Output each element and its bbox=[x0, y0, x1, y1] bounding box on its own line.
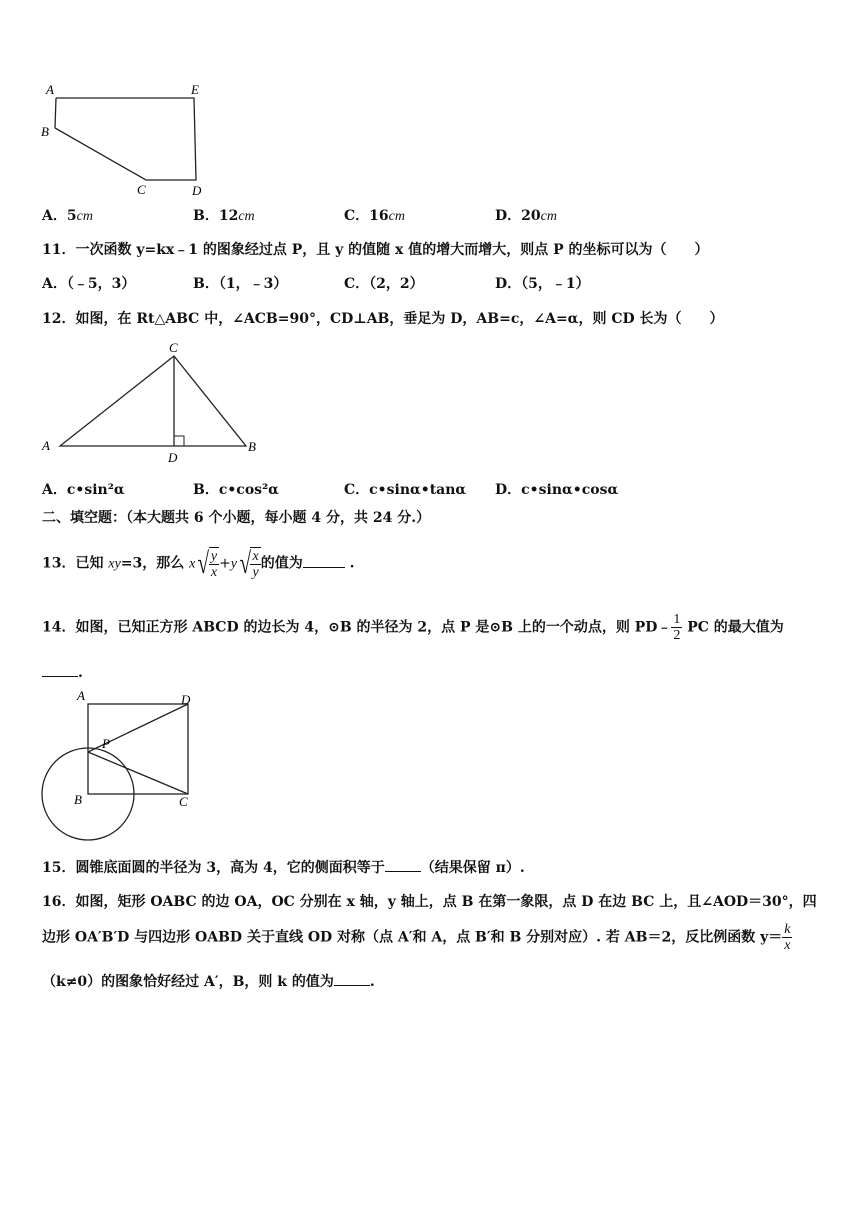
q12-option-a[interactable]: A．c•sin²α bbox=[42, 482, 125, 498]
sqrt-x-over-y: √ $\frac{x}{y}$ bbox=[239, 546, 259, 580]
label-D: D bbox=[181, 692, 191, 707]
q11-option-b[interactable]: B．（1，﹣3） bbox=[193, 276, 288, 292]
q12-stem: 12．如图，在 Rt△ABC 中，∠ACB=90°，CD⊥AB，垂足为 D，AB=c，∠A=α，则 CD 长为（ ） bbox=[42, 311, 724, 327]
sqrt-y-over-x: √ $\frac{y}{x}$ bbox=[197, 546, 218, 580]
q16-line2: 边形 OA′B′D 与四边形 OABD 关于直线 OD 对称（点 A′和 A，点 B′和 B 分别对应）. 若 AB＝2，反比例函数 y＝ $\frac{k}{x}$ bbox=[42, 922, 791, 953]
figure-pentagon bbox=[36, 80, 216, 202]
section-heading: 二、填空题：（本大题共 6 个小题，每小题 4 分，共 24 分.） bbox=[42, 510, 431, 526]
label-A: A bbox=[46, 82, 54, 97]
label-B: B bbox=[74, 792, 82, 807]
q12-option-c[interactable]: C．c•sinα•tanα bbox=[344, 482, 467, 498]
q14-answer: . bbox=[42, 664, 83, 681]
q10-option-c[interactable]: C．16cm bbox=[344, 208, 405, 224]
label-A: A bbox=[42, 438, 50, 453]
label-E: E bbox=[191, 82, 199, 97]
label-B: B bbox=[248, 439, 256, 454]
q13-answer-blank[interactable] bbox=[303, 555, 345, 568]
q10-option-b[interactable]: B．12cm bbox=[193, 208, 255, 224]
label-A: A bbox=[77, 688, 85, 703]
q16-line1: 16．如图，矩形 OABC 的边 OA，OC 分别在 x 轴，y 轴上，点 B 在第一象限，点 D 在边 BC 上，且∠AOD＝30°，四 bbox=[42, 894, 817, 910]
q11-option-a[interactable]: A．（﹣5，3） bbox=[42, 276, 136, 292]
figure-square-circle bbox=[36, 686, 206, 846]
label-D: D bbox=[168, 450, 178, 465]
q10-option-d[interactable]: D．20cm bbox=[495, 208, 557, 224]
q10-option-a[interactable]: A．5cm bbox=[42, 208, 93, 224]
q14-answer-blank[interactable] bbox=[42, 664, 78, 677]
q13-stem: 13．已知 xy=3，那么 x√ $\frac{y}{x}$ +y√ $\frac{x}{y}$ 的值为 . bbox=[42, 546, 355, 580]
q12-option-d[interactable]: D．c•sinα•cosα bbox=[495, 482, 619, 498]
label-C: C bbox=[179, 794, 188, 809]
q12-option-b[interactable]: B．c•cos²α bbox=[193, 482, 279, 498]
q11-option-d[interactable]: D．（5，﹣1） bbox=[495, 276, 590, 292]
q15-answer-blank[interactable] bbox=[385, 859, 421, 872]
label-B: B bbox=[41, 124, 49, 139]
q14-stem: 14．如图，已知正方形 ABCD 的边长为 4，⊙B 的半径为 2，点 P 是⊙B 上的一个动点，则 PD﹣ $\frac{1}{2}$ PC 的最大值为 bbox=[42, 612, 784, 643]
label-C: C bbox=[169, 340, 178, 355]
label-C: C bbox=[137, 182, 146, 197]
q16-answer-blank[interactable] bbox=[334, 973, 370, 986]
q11-option-c[interactable]: C．（2，2） bbox=[344, 276, 424, 292]
label-D: D bbox=[192, 183, 202, 198]
q11-stem: 11．一次函数 y=kx﹣1 的图象经过点 P，且 y 的值随 x 值的增大而增大，则点 P 的坐标可以为（ ） bbox=[42, 242, 709, 258]
q16-line3: （k≠0）的图象恰好经过 A′，B，则 k 的值为 . bbox=[42, 974, 375, 990]
label-P: P bbox=[102, 736, 110, 751]
figure-right-triangle bbox=[38, 338, 268, 468]
q15-stem: 15．圆锥底面圆的半径为 3，高为 4，它的侧面积等于 （结果保留 π）. bbox=[42, 860, 525, 876]
